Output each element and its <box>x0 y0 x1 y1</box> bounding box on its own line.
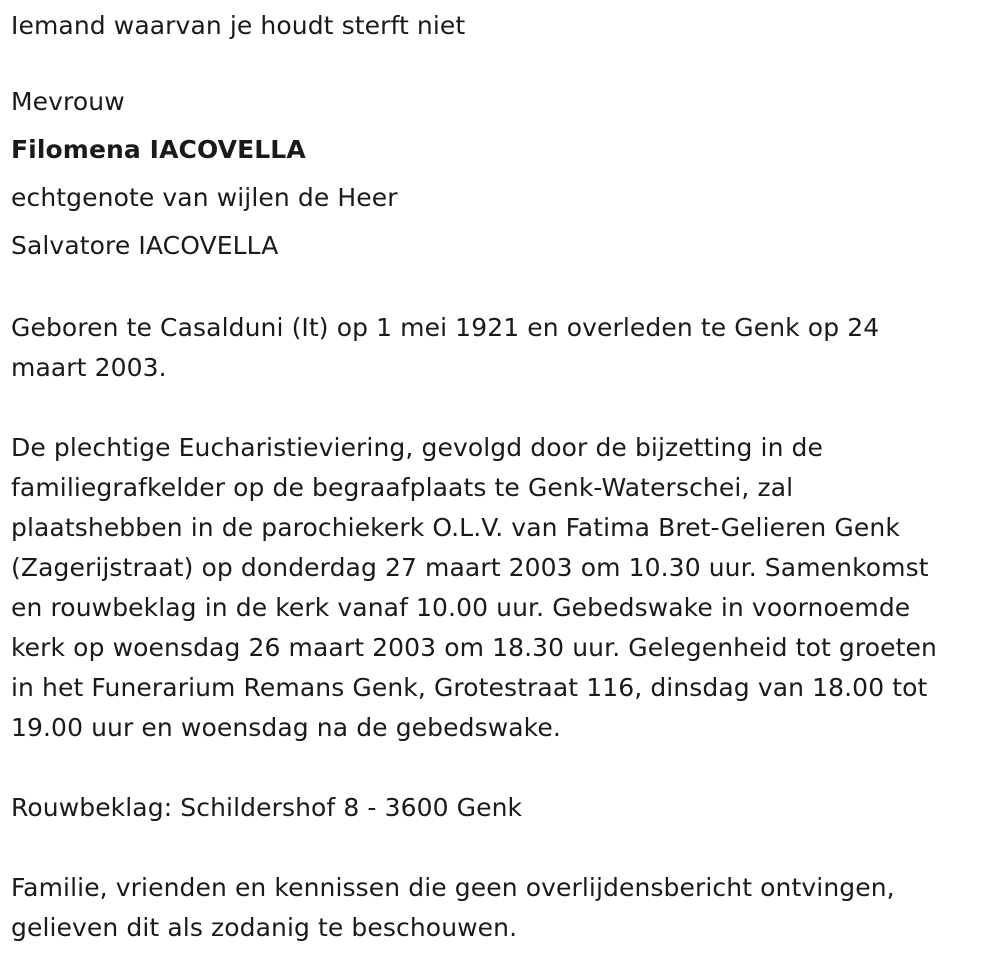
deceased-name: Filomena IACOVELLA <box>11 135 306 164</box>
paragraph-line: maart 2003. <box>11 353 167 382</box>
paragraph-line: Geboren te Casalduni (It) op 1 mei 1921 en overleden te Genk op 24 <box>11 313 880 342</box>
paragraph-line: en rouwbeklag in de kerk vanaf 10.00 uur. Gebedswake in voornoemde <box>11 593 911 622</box>
relation-text: echtgenote van wijlen de Heer <box>11 183 398 212</box>
salutation: Mevrouw <box>11 87 125 116</box>
closing-paragraph <box>11 868 996 948</box>
paragraph-line: in het Funerarium Remans Genk, Grotestraat 116, dinsdag van 18.00 tot <box>11 673 928 702</box>
condolence-address: Rouwbeklag: Schildershof 8 - 3600 Genk <box>11 793 523 822</box>
condolence-paragraph <box>11 788 996 828</box>
paragraph-line: plaatshebben in de parochiekerk O.L.V. van Fatima Bret-Gelieren Genk <box>11 513 900 542</box>
paragraph-line: gelieven dit als zodanig te beschouwen. <box>11 913 518 942</box>
ceremony-paragraph <box>11 428 996 748</box>
paragraph-line: kerk op woensdag 26 maart 2003 om 18.30 uur. Gelegenheid tot groeten <box>11 633 937 662</box>
paragraph-line: Familie, vrienden en kennissen die geen overlijdensbericht ontvingen, <box>11 873 895 902</box>
deceased-block <box>11 78 996 270</box>
opening-line: Iemand waarvan je houdt sterft niet <box>11 11 466 40</box>
paragraph-line: De plechtige Eucharistieviering, gevolgd door de bijzetting in de <box>11 433 824 462</box>
paragraph-line: 19.00 uur en woensdag na de gebedswake. <box>11 713 561 742</box>
paragraph-line: familiegrafkelder op de begraafplaats te Genk-Waterschei, zal <box>11 473 794 502</box>
paragraph-line: (Zagerijstraat) op donderdag 27 maart 2003 om 10.30 uur. Samenkomst <box>11 553 929 582</box>
spouse-name: Salvatore IACOVELLA <box>11 231 279 260</box>
birth-death-paragraph <box>11 308 996 388</box>
obituary-notice <box>11 6 996 948</box>
